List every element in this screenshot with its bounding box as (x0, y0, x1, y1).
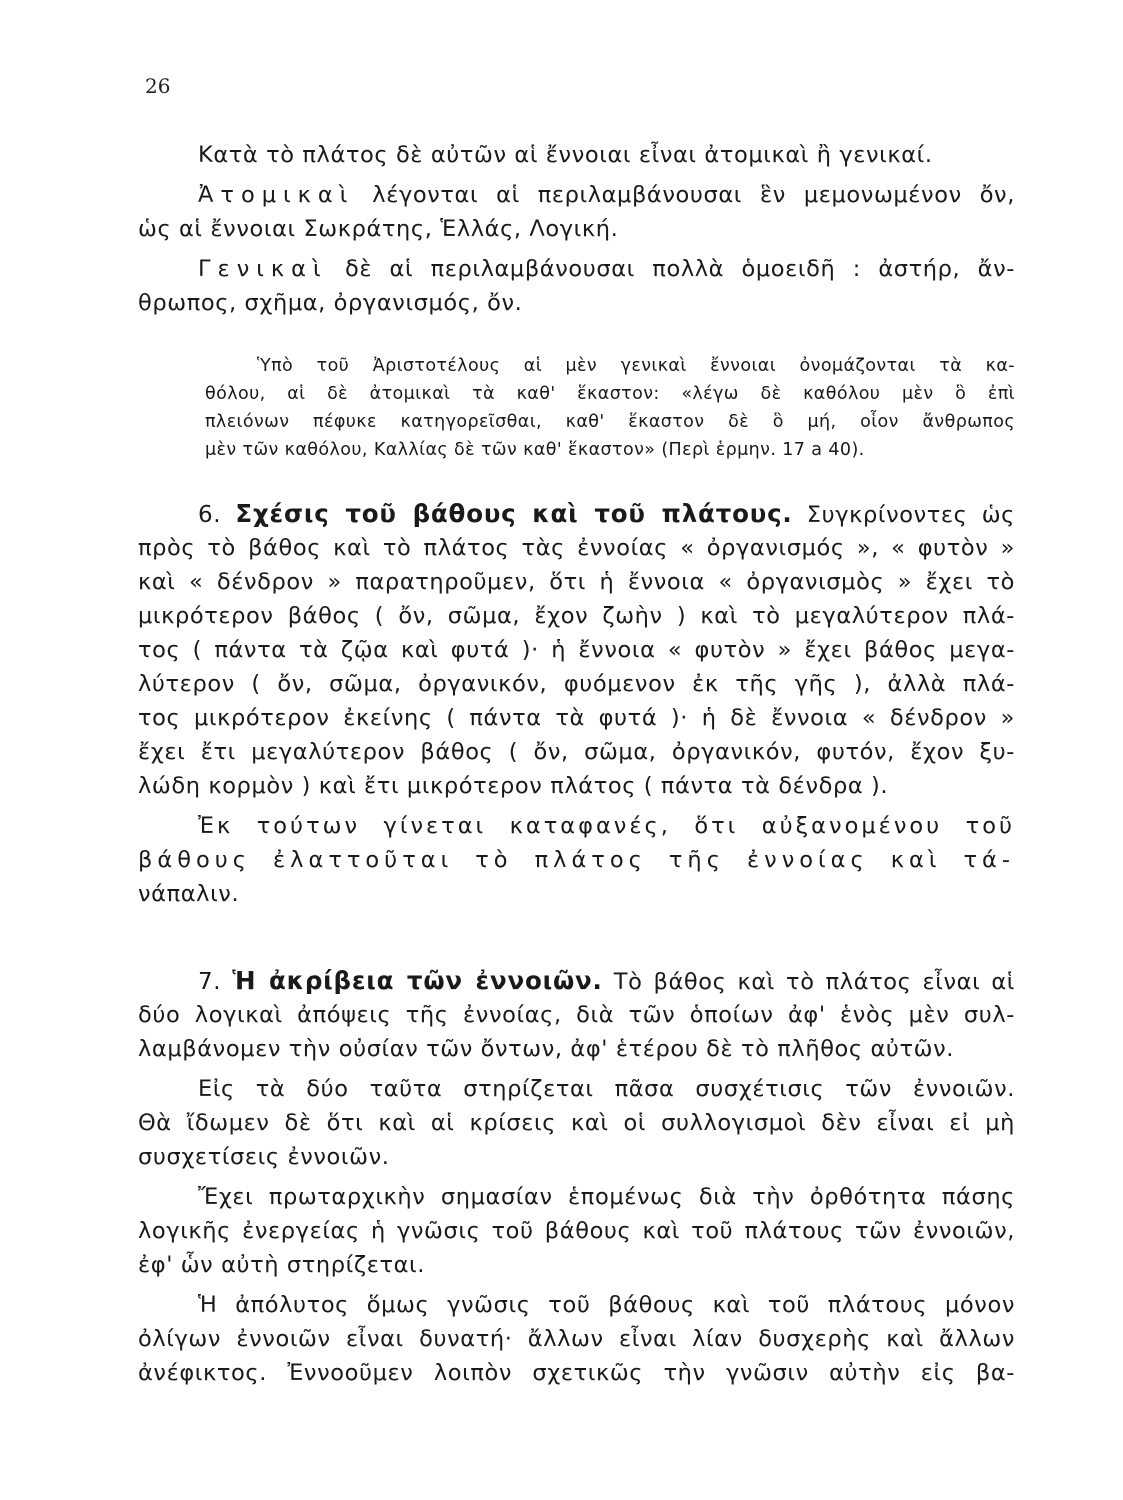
note-line: μὲν τῶν καθόλου, Καλλίας δὲ τῶν καθ' ἕκαστον» (Περὶ ἑρμην. 17 a 40). (205, 440, 865, 460)
paragraph-line: Ἔχει πρωταρχικὴν σημασίαν ἑπομένως διὰ τὴν ὀρθότητα πάσης (198, 1184, 1015, 1210)
aristotle-note (205, 352, 1015, 464)
paragraph-line: ἔχει ἔτι μεγαλύτερον βάθος ( ὄν, σῶμα, ὀργανικόν, φυτόν, ἔχον ξυ- (138, 739, 1015, 765)
paragraph-line: λώδη κορμὸν ) καὶ ἔτι μικρότερον πλάτος ( πάντα τὰ δένδρα ). (138, 773, 889, 799)
section-7 (138, 964, 1015, 1390)
section-7-number: 7. (198, 969, 222, 995)
paragraph-line: ὡς αἱ ἔννοιαι Σωκράτης, Ἑλλάς, Λογική. (138, 216, 619, 242)
paragraph-line: δύο λογικαὶ ἀπόψεις τῆς ἐννοίας, διὰ τῶν ὁποίων ἀφ' ἑνὸς μὲν συλ- (138, 1002, 1015, 1028)
section-6 (138, 497, 1015, 911)
term-general: Γενικαὶ (198, 256, 328, 282)
paragraph-line: νάπαλιν. (138, 881, 240, 907)
paragraph-line: πρὸς τὸ βάθος καὶ τὸ πλάτος τὰς ἐννοίας « ὀργανισμός », « φυτὸν » (138, 535, 1015, 561)
paragraph-line: ὀλίγων ἐννοιῶν εἶναι δυνατή· ἄλλων εἶναι λίαν δυσχερὴς καὶ ἄλλων (138, 1326, 1015, 1352)
paragraph-line (138, 178, 1015, 212)
paragraph-line: ἀνέφικτος. Ἐννοοῦμεν λοιπὸν σχετικῶς τὴν γνῶσιν αὐτὴν εἰς βα- (138, 1360, 1015, 1386)
paragraph-line-text: δὲ αἱ περιλαμβάνουσαι πολλὰ ὁμοειδῆ : ἀστήρ, ἄν- (345, 256, 1015, 282)
paragraph-line: λύτερον ( ὄν, σῶμα, ὀργανικόν, φυόμενον ἐκ τῆς γῆς ), ἀλλὰ πλά- (138, 671, 1015, 697)
paragraph-line: καὶ « δένδρον » παρατηροῦμεν, ὅτι ἡ ἔννοια « ὀργανισμὸς » ἔχει τὸ (138, 569, 1015, 595)
paragraph-line: ἐφ' ὧν αὐτὴ στηρίζεται. (138, 1252, 426, 1278)
paragraph-line-text: Συγκρίνοντες ὡς (806, 502, 1015, 528)
paragraph-line: λαμβάνομεν τὴν οὐσίαν τῶν ὄντων, ἀφ' ἑτέρου δὲ τὸ πλῆθος αὐτῶν. (138, 1036, 955, 1062)
paragraph-line-text: λέγονται αἱ περιλαμβάνουσαι ἓν μεμονωμένον ὄν, (372, 182, 1015, 208)
intro-block (138, 138, 1015, 320)
section-7-title: Ἡ ἀκρίβεια τῶν ἐννοιῶν. (232, 966, 603, 995)
paragraph-line: Θὰ ἴδωμεν δὲ ὅτι καὶ αἱ κρίσεις καὶ οἱ συλλογισμοὶ δὲν εἶναι εἰ μὴ (138, 1110, 1015, 1136)
paragraph-line-text: Τὸ βάθος καὶ τὸ πλάτος εἶναι αἱ (613, 969, 1015, 995)
paragraph-line (138, 252, 1015, 286)
paragraph-line: θρωπος, σχῆμα, ὀργανισμός, ὄν. (138, 290, 523, 316)
note-line: Ὑπὸ τοῦ Ἀριστοτέλους αἱ μὲν γενικαὶ ἔννοιαι ὀνομάζονται τὰ κα- (257, 356, 1015, 376)
section-6-first-line (138, 497, 1015, 531)
paragraph-line: Ἐκ τούτων γίνεται καταφανές, ὅτι αὐξανομένου τοῦ (198, 813, 1015, 839)
paragraph-line: Εἰς τὰ δύο ταῦτα στηρίζεται πᾶσα συσχέτισις τῶν ἐννοιῶν. (198, 1076, 1015, 1102)
paragraph-line: μικρότερον βάθος ( ὄν, σῶμα, ἔχον ζωὴν ) καὶ τὸ μεγαλύτερον πλά- (138, 603, 1015, 629)
term-atomic: Ἀτομικαὶ (198, 182, 355, 208)
paragraph-line: τος ( πάντα τὰ ζῷα καὶ φυτά )· ἡ ἔννοια « φυτὸν » ἔχει βάθος μεγα- (138, 637, 1015, 663)
paragraph-line: Ἡ ἀπόλυτος ὅμως γνῶσις τοῦ βάθους καὶ τοῦ πλάτους μόνον (198, 1292, 1015, 1318)
paragraph-line: λογικῆς ἐνεργείας ἡ γνῶσις τοῦ βάθους καὶ τοῦ πλάτους τῶν ἐννοιῶν, (138, 1218, 1015, 1244)
section-7-first-line (138, 964, 1015, 998)
section-6-title: Σχέσις τοῦ βάθους καὶ τοῦ πλάτους. (235, 499, 793, 528)
page-number: 26 (145, 74, 171, 98)
note-line: πλειόνων πέφυκε κατηγορεῖσθαι, καθ' ἕκαστον δὲ ὃ μή, οἷον ἄνθρωπος (205, 412, 1015, 432)
note-line: θόλου, αἱ δὲ ἀτομικαὶ τὰ καθ' ἕκαστον: «λέγω δὲ καθόλου μὲν ὃ ἐπὶ (205, 384, 1015, 404)
paragraph-line: συσχετίσεις ἐννοιῶν. (138, 1144, 390, 1170)
section-6-number: 6. (198, 502, 222, 528)
paragraph-line: τος μικρότερον ἐκείνης ( πάντα τὰ φυτά )· ἡ δὲ ἔννοια « δένδρον » (138, 705, 1015, 731)
paragraph-line: βάθους ἐλαττοῦται τὸ πλάτος τῆς ἐννοίας καὶ τά- (138, 847, 1015, 873)
paragraph-line: Κατὰ τὸ πλάτος δὲ αὐτῶν αἱ ἔννοιαι εἶναι ἀτομικαὶ ἢ γενικαί. (198, 142, 933, 168)
